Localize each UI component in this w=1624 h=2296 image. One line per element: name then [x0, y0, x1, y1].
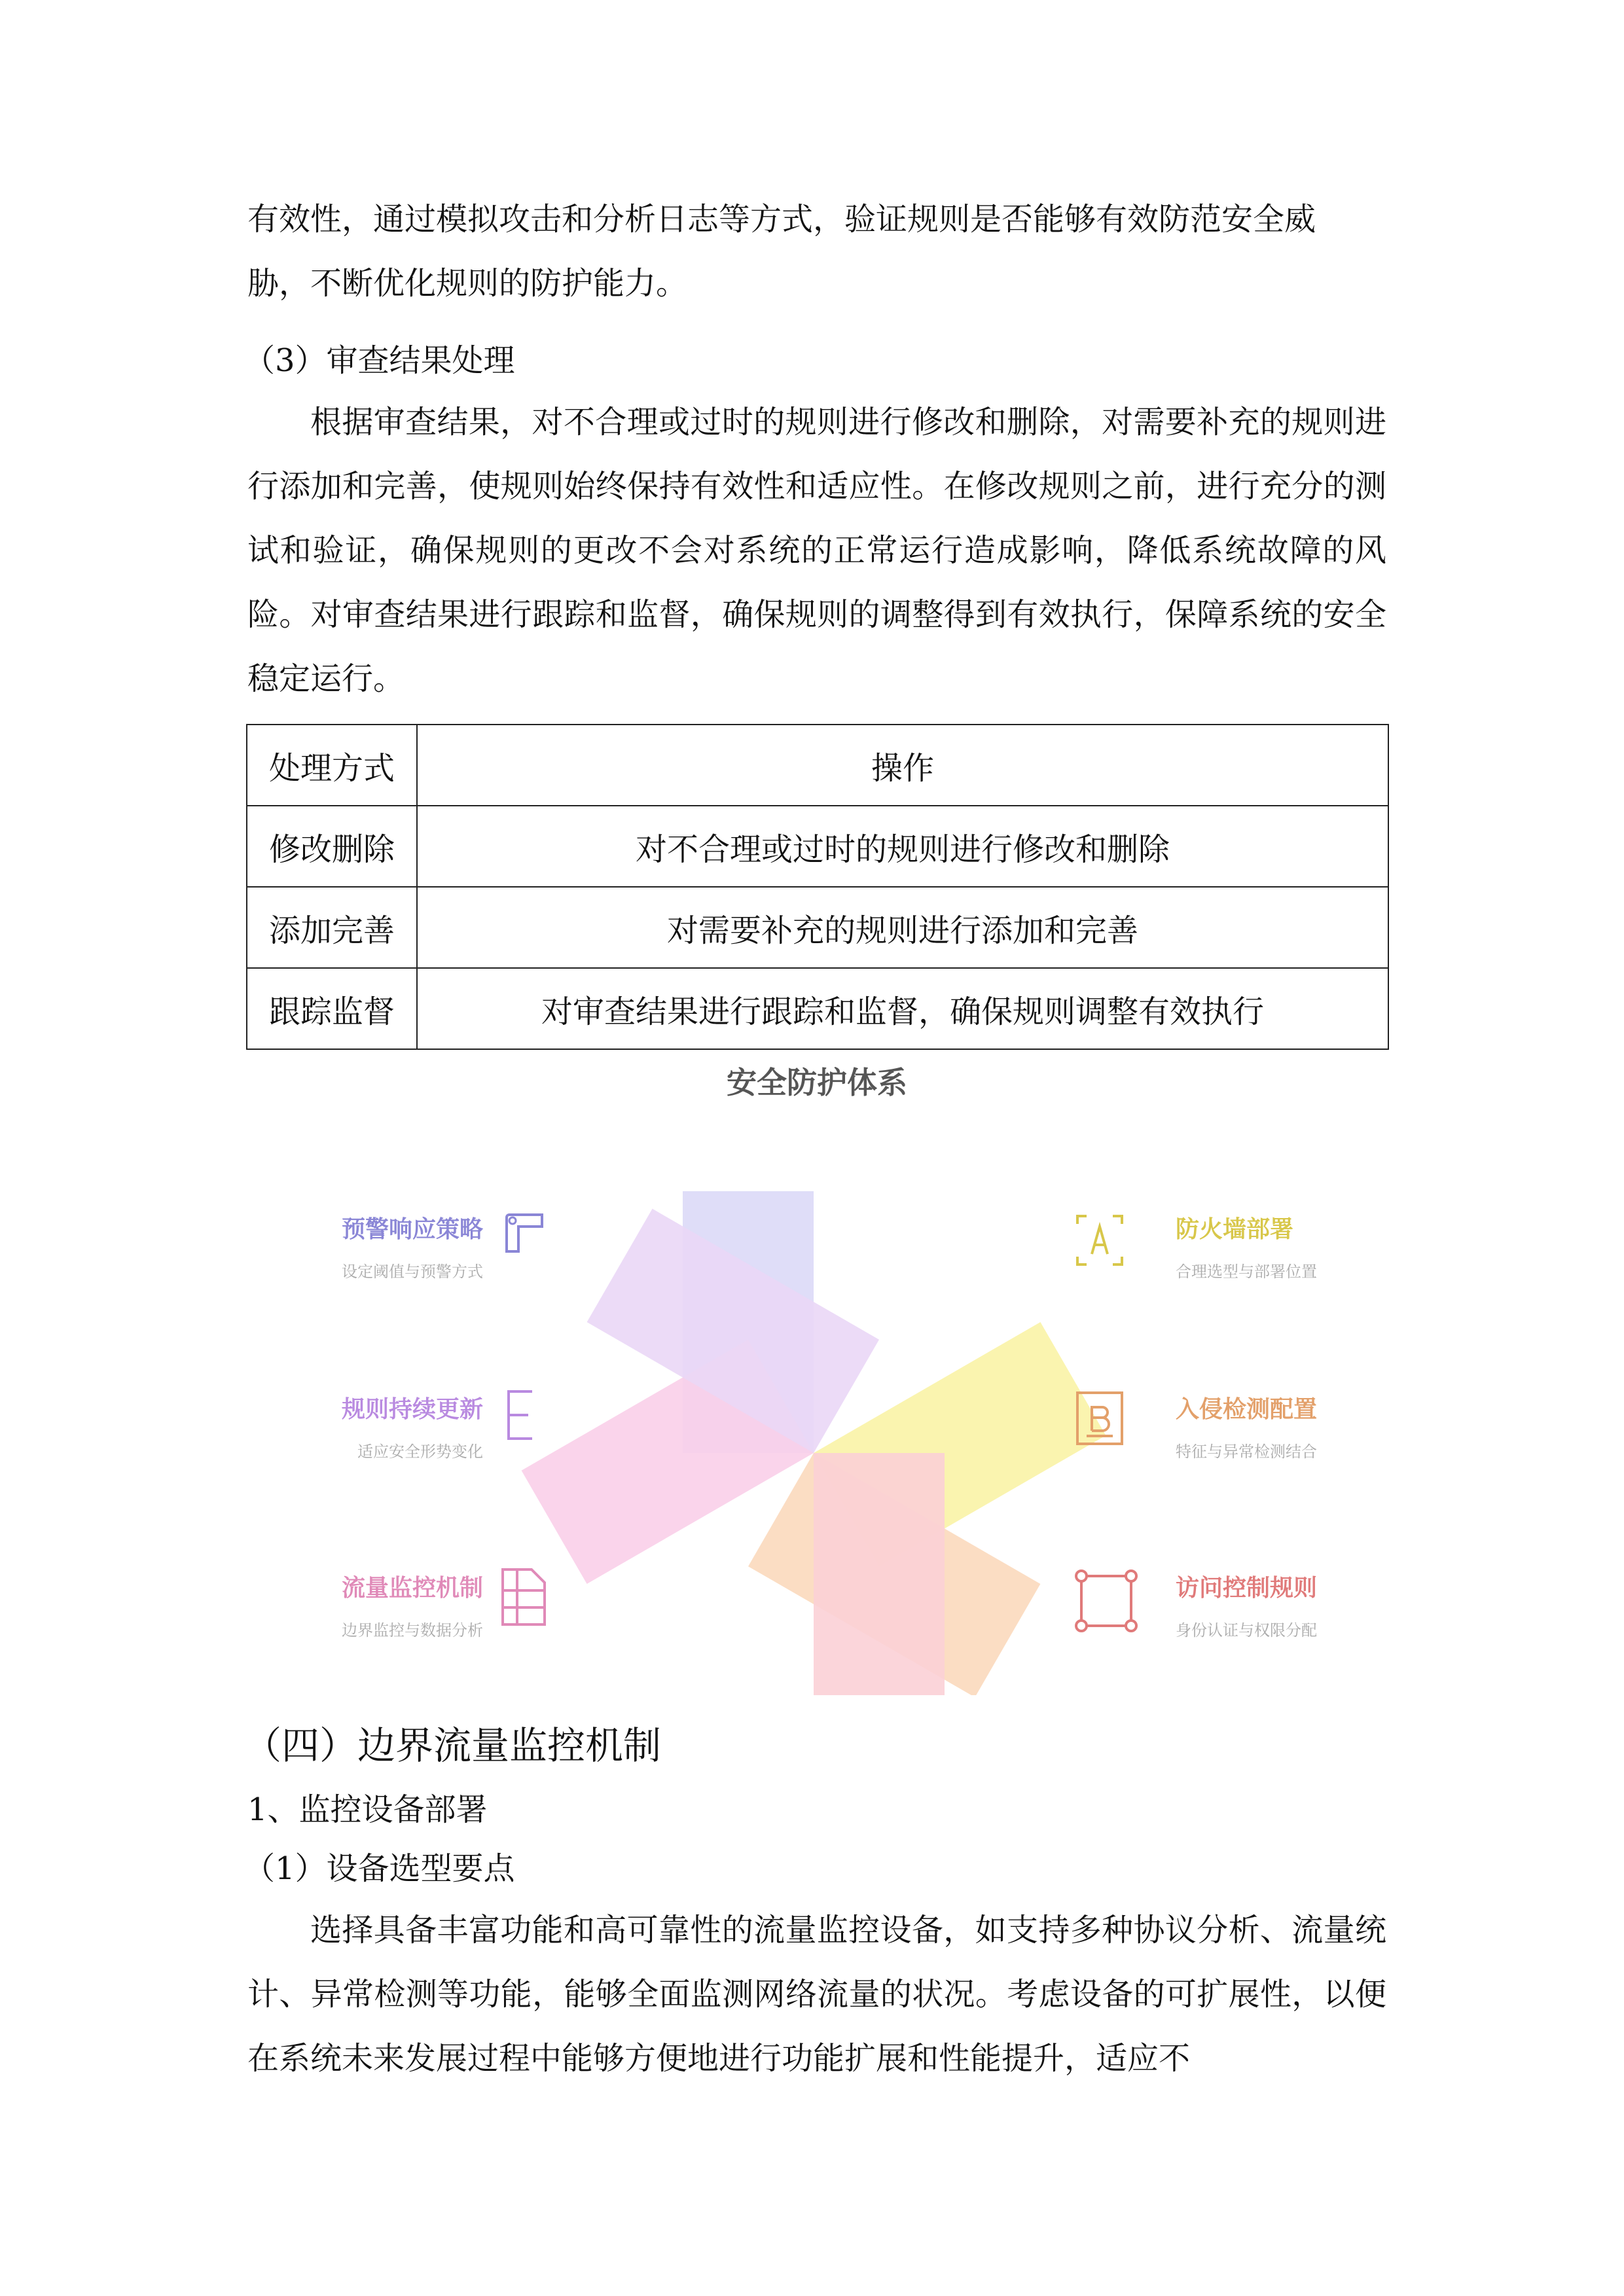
diagram-title: 安全防护体系	[727, 1065, 907, 1100]
label-warning-response	[293, 1211, 483, 1282]
table-row	[247, 968, 1388, 1049]
label-title: 防火墙部署	[1176, 1216, 1294, 1243]
section3-heading: （3）审查结果处理	[244, 342, 515, 379]
label-title: 规则持续更新	[341, 1396, 483, 1423]
table-header-cell: 处理方式	[247, 725, 417, 806]
label-subtitle: 特征与异常检测结合	[1176, 1443, 1317, 1461]
label-access-control	[1176, 1570, 1317, 1640]
table-header-cell: 操作	[417, 725, 1388, 806]
section4-body: 选择具备丰富功能和高可靠性的流量监控设备，如支持多种协议分析、流量统计、异常检测等功能，能够全面监测网络流量的状况。考虑设备的可扩展性，以便在系统未来发展过程中能够方便地进行功能扩展和性能提升，适应不	[247, 1912, 1386, 2077]
letter-a-frame-icon	[1074, 1211, 1126, 1272]
intro-line-2: 胁，不断优化规则的防护能力。	[247, 265, 688, 302]
label-title: 预警响应策略	[341, 1216, 483, 1243]
label-firewall	[1176, 1211, 1317, 1282]
table-cell: 修改删除	[247, 806, 417, 887]
table-cell: 跟踪监督	[247, 968, 417, 1049]
label-subtitle: 合理选型与部署位置	[1176, 1263, 1317, 1281]
corner-bracket-icon	[501, 1210, 547, 1258]
label-subtitle: 设定阈值与预警方式	[342, 1263, 483, 1281]
node-square-icon	[1074, 1568, 1139, 1636]
label-subtitle: 边界监控与数据分析	[342, 1621, 483, 1640]
section4-sub1: 1、监控设备部署	[247, 1791, 488, 1828]
label-title: 流量监控机制	[341, 1575, 483, 1602]
section4-heading: （四）边界流量监控机制	[244, 1723, 662, 1768]
table-cell: 添加完善	[247, 887, 417, 968]
table-header-row	[247, 725, 1388, 806]
table-row	[247, 806, 1388, 887]
letter-e-icon	[499, 1386, 545, 1448]
label-subtitle: 身份认证与权限分配	[1176, 1621, 1317, 1640]
label-title: 入侵检测配置	[1176, 1396, 1318, 1423]
table-cell: 对需要补充的规则进行添加和完善	[417, 887, 1388, 968]
document-grid-icon	[497, 1564, 550, 1632]
label-subtitle: 适应安全形势变化	[357, 1443, 483, 1461]
petal-red	[814, 1453, 945, 1695]
label-intrusion-detection	[1176, 1391, 1317, 1462]
table-cell: 对不合理或过时的规则进行修改和删除	[417, 806, 1388, 887]
processing-table	[246, 724, 1389, 1050]
section3-body: 根据审查结果，对不合理或过时的规则进行修改和删除，对需要补充的规则进行添加和完善，使规则始终保持有效性和适应性。在修改规则之前，进行充分的测试和验证，确保规则的更改不会对系统的正常运行造成影响，降低系统故障的风险。对审查结果进行跟踪和监督，确保规则的调整得到有效执行，保障系统的安全稳定运行。	[247, 404, 1386, 697]
label-rule-update	[293, 1391, 483, 1462]
table-row	[247, 887, 1388, 968]
label-title: 访问控制规则	[1176, 1575, 1318, 1602]
section4-sub2: （1）设备选型要点	[244, 1850, 515, 1887]
intro-line-1: 有效性，通过模拟攻击和分析日志等方式，验证规则是否能够有效防范安全威	[247, 201, 1316, 238]
security-system-diagram	[247, 1047, 1386, 1695]
table-cell: 对审查结果进行跟踪和监督，确保规则调整有效执行	[417, 968, 1388, 1049]
letter-b-box-icon	[1074, 1389, 1126, 1450]
label-traffic-monitor	[274, 1570, 483, 1640]
